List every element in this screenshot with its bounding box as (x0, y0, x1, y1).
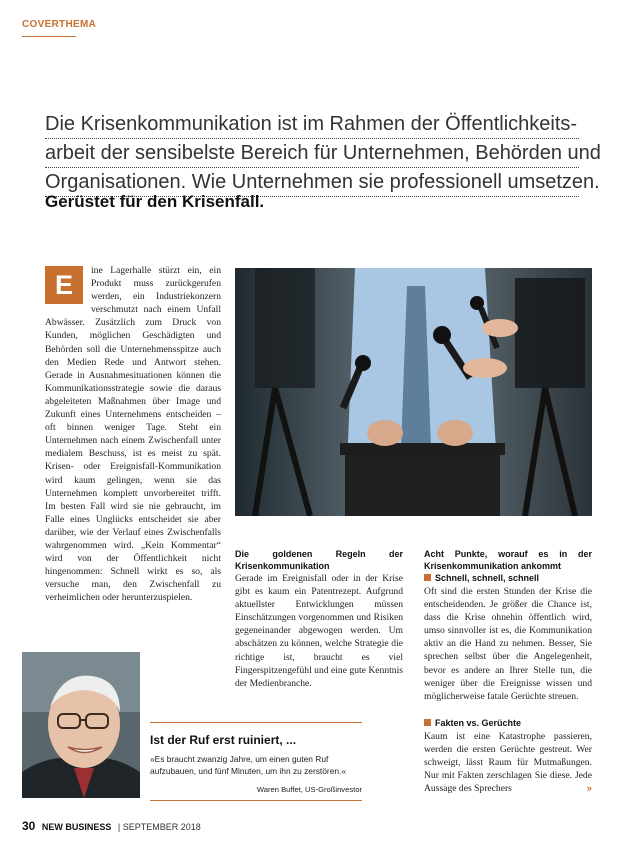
body-text: ine Lagerhalle stürzt ein, ein Produkt muss zurückgerufen werden, ein Industriekonzern verschmutzt nach einem Unfall Abwässer. Zusätzlich zum Druck von Kunden, möglichen Geschädigten und Behörden soll die Unternehmensspitze auch den Medien Rede und Antwort stehen. Gerade in Ausnahmesituationen können die Kommunikationsstrategie sowie die daraus abgeleiteten Maßnahmen über Image und Zukunft eines Unternehmens entscheiden – oft binnen weniger Tage. Steht ein Unternehmen nach einem Zwischenfall unter medialem Beschuss, ist es meist zu spät. Krisen- oder Ereignisfall-Kommunikation wird kaum gelingen, wenn sie das Unternehmen komplett unvorbereitet trifft. Im besten Fall wird sie nie gebraucht, im Falle eines Unglücks entscheidet sie aber darüber, wie der Verlauf eines Zwischenfalls wahrgenommen wird. „Kein Kommentar“ wird von der Öffentlichkeit nicht hingenommen: Schnell wirkt es so, als versuche man, den Zwischenfall zu verheimlichen oder herunterzuspielen. (45, 265, 221, 604)
point-text: Oft sind die ersten Stunden der Krise die entscheidenden. Je größer die Chance ist, dass die Krise ohnehin öffentlich wird, umso sinnvoller ist es, die Kommunikation aktiv an die Hand zu nehmen. Besser, Sie sprechen selbst über die Angelegenheit, bevor es andere an Ihrer Stelle tun, die weniger über die Ereignisse wissen und möglicherweise fatale Gerüchte streuen. (424, 586, 592, 702)
point-heading: Schnell, schnell, schnell (424, 572, 592, 585)
issue-date: SEPTEMBER 2018 (122, 822, 201, 832)
press-conference-photo (235, 268, 592, 516)
box-text: Gerade im Ereignisfall oder in der Krise gibt es kaum ein Patentrezept. Aufgrund aktuellster Entwicklungen müssen Einschätzungen vorgenommen und Risiken gegeneinander abgewogen werden. Um abschätzen zu können, welche Strategie die richtige ist, braucht es viel Fingerspitzengefühl und eine gute Kenntnis der Medienbranche. (235, 573, 403, 689)
intro-line: Die Krisenkommunikation ist im Rahmen der Öffentlichkeits- (45, 110, 579, 139)
portrait-photo (22, 652, 140, 798)
section-rubric: COVERTHEMA (22, 19, 97, 30)
box-title: Acht Punkte, worauf es in der Krisenkommunikation ankommt (424, 549, 592, 571)
quote-attribution: Waren Buffet, US-Großinvestor (256, 785, 362, 794)
box-title: Die goldenen Regeln der Krisenkommunikation (235, 549, 403, 571)
golden-rules-box (235, 548, 403, 690)
body-column (45, 264, 221, 604)
quote-text: »Es braucht zwanzig Jahre, um einen guten Ruf aufzubauen, und fünf Minuten, um ihn zu zerstören.« (150, 754, 347, 776)
quote-rule-top (150, 722, 362, 723)
intro-line: Organisationen. Wie Unternehmen sie professionell umsetzen. (45, 168, 579, 197)
headline: Gerüstet für den Krisenfall. (45, 192, 265, 211)
quote-rule-bottom (150, 800, 362, 801)
portrait-illustration (22, 652, 140, 798)
page-footer (22, 819, 201, 833)
drop-cap: E (45, 266, 83, 304)
magazine-name: NEW BUSINESS (41, 822, 112, 832)
point-text: Kaum ist eine Katastrophe passieren, werden die ersten Gerüchte gestreut. Wer schweigt, lässt Raum für Mutmaßungen. Nur mit Fakten zerschlagen Sie diese. Jede Aussage des Sprechers » (424, 730, 592, 795)
footer-separator: | (117, 822, 121, 832)
page-number: 30 (22, 819, 36, 833)
point-heading: Fakten vs. Gerüchte (424, 717, 592, 730)
rubric-underline (22, 36, 76, 37)
quote-box (150, 722, 362, 801)
eight-points-box (424, 548, 592, 795)
square-bullet-icon (424, 574, 431, 581)
microphones-illustration (235, 268, 592, 516)
intro-line: arbeit der sensibelste Bereich für Unternehmen, Behörden und (45, 139, 579, 168)
intro-lead (45, 110, 601, 197)
square-bullet-icon (424, 719, 431, 726)
continue-arrow-icon: » (586, 783, 592, 795)
quote-title: Ist der Ruf erst ruiniert, ... (150, 733, 297, 747)
